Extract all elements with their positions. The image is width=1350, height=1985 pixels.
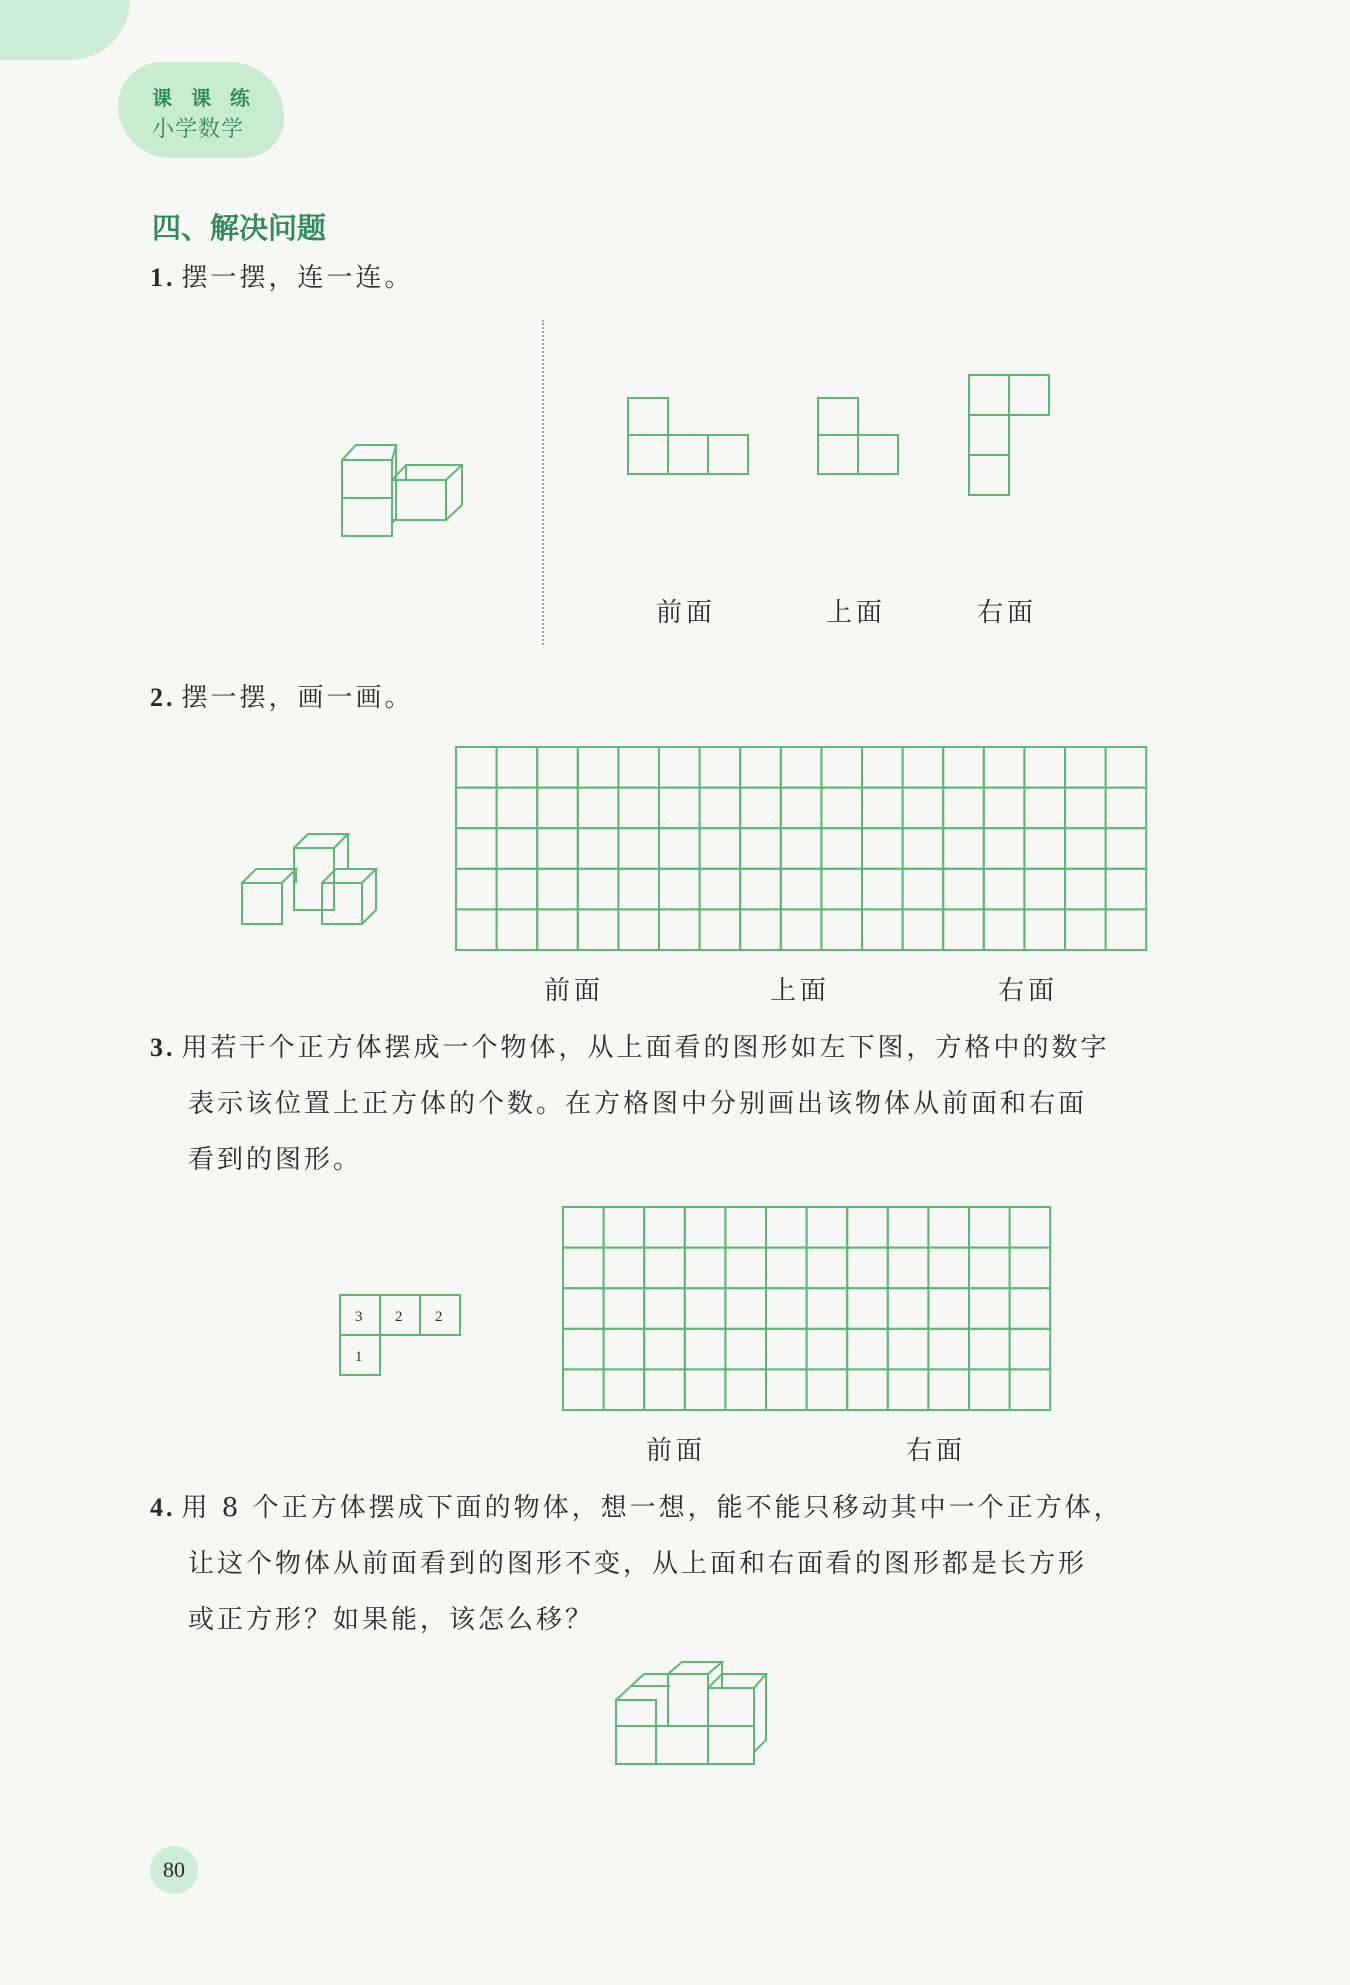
grid-cell bbox=[604, 1329, 645, 1370]
grid-cell bbox=[888, 1207, 929, 1248]
q1-view-shape-c bbox=[967, 373, 1053, 499]
grid-cell bbox=[1010, 1288, 1051, 1329]
grid-cell bbox=[456, 869, 497, 910]
grid-cell bbox=[1024, 828, 1065, 869]
grid-cell bbox=[725, 1329, 766, 1370]
grid-cell bbox=[740, 869, 781, 910]
question-text-line-2: 让这个物体从前面看到的图形不变，从上面和右面看的图形都是长方形 bbox=[188, 1549, 1088, 1579]
grid-cell bbox=[888, 1369, 929, 1410]
question-text-line-1: 用 8 个正方体摆成下面的物体，想一想，能不能只移动其中一个正方体， bbox=[181, 1493, 1123, 1523]
question-text-line-3: 或正方形？如果能，该怎么移？ bbox=[188, 1605, 595, 1635]
top-view-cell: 3 bbox=[355, 1309, 363, 1325]
grid-cell bbox=[1024, 747, 1065, 788]
grid-cell bbox=[456, 828, 497, 869]
grid-cell bbox=[537, 828, 578, 869]
grid-cell bbox=[604, 1207, 645, 1248]
grid-cell bbox=[1010, 1248, 1051, 1289]
grid-cell bbox=[766, 1248, 807, 1289]
grid-cell bbox=[700, 828, 741, 869]
grid-cell bbox=[685, 1207, 726, 1248]
grid-cell bbox=[604, 1248, 645, 1289]
grid-cell bbox=[847, 1329, 888, 1370]
grid-cell bbox=[740, 909, 781, 950]
grid-cell bbox=[456, 909, 497, 950]
grid-cell bbox=[984, 828, 1025, 869]
grid-cell bbox=[618, 828, 659, 869]
grid-cell bbox=[847, 1207, 888, 1248]
grid-cell bbox=[969, 1288, 1010, 1329]
q1-view-shape-b bbox=[816, 396, 902, 476]
grid-cell bbox=[725, 1207, 766, 1248]
grid-cell bbox=[888, 1329, 929, 1370]
grid-cell bbox=[700, 869, 741, 910]
q1-label-right: 右面 bbox=[977, 598, 1038, 628]
grid-cell bbox=[969, 1207, 1010, 1248]
grid-cell bbox=[563, 1248, 604, 1289]
q3-top-view bbox=[338, 1293, 464, 1379]
grid-cell bbox=[659, 788, 700, 829]
grid-cell bbox=[644, 1288, 685, 1329]
grid-cell bbox=[888, 1248, 929, 1289]
q2-grid bbox=[455, 746, 1155, 952]
question-text-line-1: 用若干个正方体摆成一个物体，从上面看的图形如左下图，方格中的数字 bbox=[181, 1033, 1110, 1063]
grid-cell bbox=[984, 747, 1025, 788]
grid-cell bbox=[604, 1288, 645, 1329]
grid-cell bbox=[1065, 788, 1106, 829]
grid-cell bbox=[888, 1288, 929, 1329]
page-number: 80 bbox=[150, 1846, 198, 1894]
grid-cell bbox=[1010, 1369, 1051, 1410]
grid-cell bbox=[847, 1369, 888, 1410]
grid-cell bbox=[563, 1207, 604, 1248]
grid-cell bbox=[578, 909, 619, 950]
grid-cell bbox=[781, 869, 822, 910]
grid-cell bbox=[1106, 747, 1147, 788]
q1-label-top: 上面 bbox=[826, 598, 887, 628]
grid-cell bbox=[766, 1329, 807, 1370]
grid-cell bbox=[943, 828, 984, 869]
question-text-line-3: 看到的图形。 bbox=[188, 1145, 363, 1175]
grid-cell bbox=[943, 909, 984, 950]
grid-cell bbox=[1106, 909, 1147, 950]
grid-cell bbox=[1065, 828, 1106, 869]
grid-cell bbox=[644, 1207, 685, 1248]
question-number: 3. bbox=[150, 1033, 176, 1062]
grid-cell bbox=[821, 869, 862, 910]
grid-cell bbox=[604, 1369, 645, 1410]
grid-cell bbox=[862, 828, 903, 869]
grid-cell bbox=[928, 1207, 969, 1248]
grid-cell bbox=[862, 909, 903, 950]
question-text-line-2: 表示该位置上正方体的个数。在方格图中分别画出该物体从前面和右面 bbox=[188, 1089, 1088, 1119]
grid-cell bbox=[903, 828, 944, 869]
grid-cell bbox=[766, 1369, 807, 1410]
grid-cell bbox=[1010, 1207, 1051, 1248]
grid-cell bbox=[618, 869, 659, 910]
brand-title: 课 课 练 bbox=[152, 86, 256, 110]
q2-label-right: 右面 bbox=[998, 976, 1059, 1006]
grid-cell bbox=[821, 788, 862, 829]
grid-cell bbox=[1024, 909, 1065, 950]
question-number: 4. bbox=[150, 1493, 176, 1522]
q4-cube-object bbox=[614, 1660, 784, 1770]
grid-cell bbox=[685, 1329, 726, 1370]
grid-cell bbox=[456, 788, 497, 829]
question-number: 2. bbox=[150, 683, 176, 712]
top-view-cell: 1 bbox=[355, 1349, 363, 1365]
grid-cell bbox=[1106, 788, 1147, 829]
grid-cell bbox=[821, 828, 862, 869]
grid-cell bbox=[725, 1248, 766, 1289]
grid-cell bbox=[685, 1248, 726, 1289]
grid-cell bbox=[1106, 869, 1147, 910]
grid-cell bbox=[537, 747, 578, 788]
grid-cell bbox=[659, 869, 700, 910]
grid-cell bbox=[659, 828, 700, 869]
grid-cell bbox=[862, 788, 903, 829]
grid-cell bbox=[781, 788, 822, 829]
grid-cell bbox=[618, 788, 659, 829]
grid-cell bbox=[618, 747, 659, 788]
grid-cell bbox=[781, 747, 822, 788]
grid-cell bbox=[1065, 869, 1106, 910]
grid-cell bbox=[807, 1369, 848, 1410]
grid-cell bbox=[740, 747, 781, 788]
grid-cell bbox=[725, 1288, 766, 1329]
grid-cell bbox=[578, 788, 619, 829]
grid-cell bbox=[537, 788, 578, 829]
grid-cell bbox=[943, 747, 984, 788]
grid-cell bbox=[903, 869, 944, 910]
grid-cell bbox=[700, 788, 741, 829]
grid-cell bbox=[807, 1207, 848, 1248]
grid-cell bbox=[984, 788, 1025, 829]
grid-cell bbox=[847, 1288, 888, 1329]
grid-cell bbox=[821, 747, 862, 788]
question-1 bbox=[150, 250, 414, 306]
grid-cell bbox=[928, 1329, 969, 1370]
q1-cube-object bbox=[340, 440, 470, 540]
grid-cell bbox=[563, 1369, 604, 1410]
grid-cell bbox=[644, 1369, 685, 1410]
grid-cell bbox=[984, 869, 1025, 910]
grid-cell bbox=[1010, 1329, 1051, 1370]
top-view-cell: 2 bbox=[435, 1309, 443, 1325]
grid-cell bbox=[862, 747, 903, 788]
grid-cell bbox=[456, 747, 497, 788]
brand-subtitle: 小学数学 bbox=[152, 117, 245, 142]
question-text: 摆一摆，画一画。 bbox=[181, 683, 414, 713]
grid-cell bbox=[903, 788, 944, 829]
grid-cell bbox=[659, 747, 700, 788]
grid-cell bbox=[725, 1369, 766, 1410]
grid-cell bbox=[497, 909, 538, 950]
grid-cell bbox=[903, 909, 944, 950]
grid-cell bbox=[969, 1369, 1010, 1410]
grid-cell bbox=[781, 828, 822, 869]
grid-cell bbox=[969, 1329, 1010, 1370]
grid-cell bbox=[563, 1329, 604, 1370]
grid-cell bbox=[1065, 747, 1106, 788]
q2-label-front: 前面 bbox=[544, 976, 605, 1006]
grid-cell bbox=[497, 869, 538, 910]
grid-cell bbox=[807, 1329, 848, 1370]
q1-label-front: 前面 bbox=[656, 598, 717, 628]
grid-cell bbox=[618, 909, 659, 950]
grid-cell bbox=[740, 828, 781, 869]
grid-cell bbox=[537, 909, 578, 950]
q3-grid bbox=[562, 1206, 1052, 1412]
section-title: 四、解决问题 bbox=[152, 211, 327, 245]
question-3 bbox=[150, 1020, 1110, 1188]
grid-cell bbox=[807, 1288, 848, 1329]
top-view-cell: 2 bbox=[395, 1309, 403, 1325]
grid-cell bbox=[928, 1248, 969, 1289]
grid-cell bbox=[685, 1369, 726, 1410]
grid-cell bbox=[740, 788, 781, 829]
grid-cell bbox=[1024, 869, 1065, 910]
grid-cell bbox=[969, 1248, 1010, 1289]
grid-cell bbox=[781, 909, 822, 950]
q3-label-front: 前面 bbox=[646, 1436, 707, 1466]
grid-cell bbox=[807, 1248, 848, 1289]
q1-divider bbox=[542, 320, 544, 645]
grid-cell bbox=[903, 747, 944, 788]
grid-cell bbox=[1024, 788, 1065, 829]
grid-cell bbox=[1106, 828, 1147, 869]
grid-cell bbox=[928, 1369, 969, 1410]
grid-cell bbox=[943, 788, 984, 829]
grid-cell bbox=[700, 909, 741, 950]
question-text: 摆一摆，连一连。 bbox=[181, 263, 414, 293]
grid-cell bbox=[700, 747, 741, 788]
grid-cell bbox=[766, 1288, 807, 1329]
q2-cube-object bbox=[240, 820, 390, 930]
grid-cell bbox=[821, 909, 862, 950]
grid-cell bbox=[1065, 909, 1106, 950]
question-4 bbox=[150, 1480, 1123, 1648]
grid-cell bbox=[943, 869, 984, 910]
grid-cell bbox=[578, 869, 619, 910]
grid-cell bbox=[644, 1329, 685, 1370]
grid-cell bbox=[659, 909, 700, 950]
grid-cell bbox=[578, 828, 619, 869]
grid-cell bbox=[928, 1288, 969, 1329]
grid-cell bbox=[984, 909, 1025, 950]
grid-cell bbox=[578, 747, 619, 788]
grid-cell bbox=[847, 1248, 888, 1289]
grid-cell bbox=[497, 828, 538, 869]
grid-cell bbox=[497, 788, 538, 829]
grid-cell bbox=[537, 869, 578, 910]
grid-cell bbox=[766, 1207, 807, 1248]
grid-cell bbox=[497, 747, 538, 788]
q1-view-shape-a bbox=[626, 396, 752, 476]
grid-cell bbox=[563, 1288, 604, 1329]
question-number: 1. bbox=[150, 263, 176, 292]
q3-label-right: 右面 bbox=[906, 1436, 967, 1466]
grid-cell bbox=[862, 869, 903, 910]
question-2 bbox=[150, 670, 414, 726]
grid-cell bbox=[685, 1288, 726, 1329]
q2-label-top: 上面 bbox=[770, 976, 831, 1006]
grid-cell bbox=[644, 1248, 685, 1289]
corner-decoration bbox=[0, 0, 130, 60]
